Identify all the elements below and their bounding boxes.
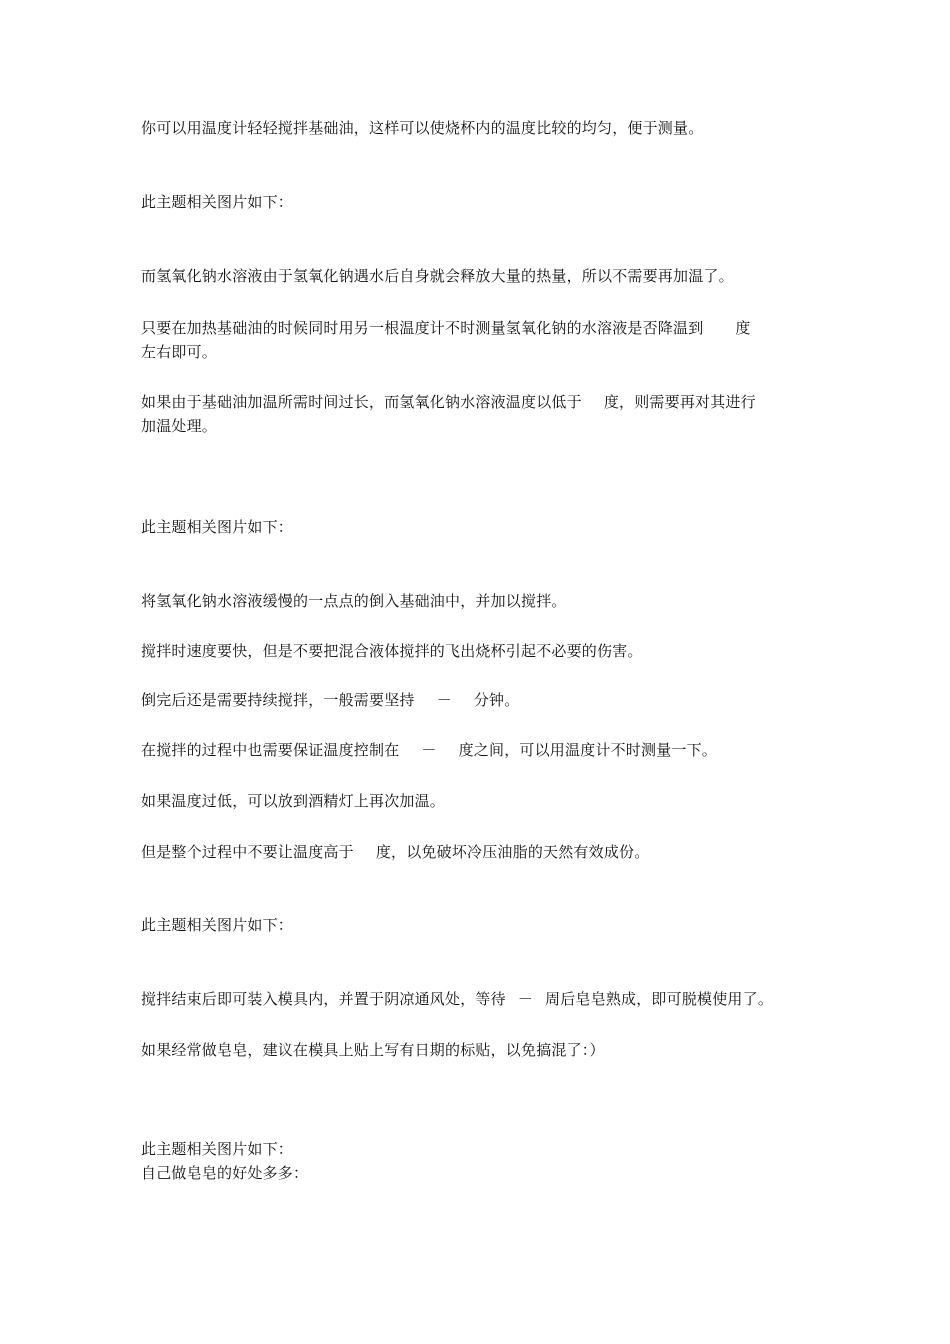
paragraph-reheat: 如果由于基础油加温所需时间过长，而氢氧化钠水溶液温度以低于 度，则需要再对其进行	[141, 393, 756, 411]
paragraph-alcohol-lamp: 如果温度过低，可以放到酒精灯上再次加温。	[141, 792, 446, 810]
image-caption: 此主题相关图片如下：	[141, 518, 294, 536]
paragraph-max-temp: 但是整个过程中不要让温度高于 度，以免破坏冷压油脂的天然有效成份。	[141, 843, 650, 861]
paragraph-lye-heat: 而氢氧化钠水溶液由于氢氧化钠遇水后自身就会释放大量的热量，所以不需要再加温了。	[141, 267, 734, 285]
paragraph-mold-cure: 搅拌结束后即可装入模具内，并置于阴凉通风处，等待 － 周后皂皂熟成，即可脱模使用了。	[141, 990, 774, 1008]
paragraph-stir-fast: 搅拌时速度要快，但是不要把混合液体搅拌的飞出烧杯引起不必要的伤害。	[141, 642, 643, 660]
paragraph-reheat-cont: 加温处理。	[141, 417, 218, 435]
paragraph-measure-temp-cont: 左右即可。	[141, 343, 218, 361]
paragraph-keep-stirring: 倒完后还是需要持续搅拌，一般需要坚持 － 分钟。	[141, 691, 520, 709]
image-caption: 此主题相关图片如下：	[141, 916, 294, 934]
paragraph-pour-lye: 将氢氧化钠水溶液缓慢的一点点的倒入基础油中，并加以搅拌。	[141, 592, 567, 610]
paragraph-temp-control: 在搅拌的过程中也需要保证温度控制在 － 度之间，可以用温度计不时测量一下。	[141, 741, 718, 759]
paragraph-benefits: 自己做皂皂的好处多多：	[141, 1164, 309, 1182]
paragraph-stir-oil: 你可以用温度计轻轻搅拌基础油，这样可以使烧杯内的温度比较的均匀，便于测量。	[141, 119, 704, 137]
paragraph-label-mold: 如果经常做皂皂，建议在模具上贴上写有日期的标贴，以免搞混了：）	[141, 1041, 605, 1059]
paragraph-measure-temp: 只要在加热基础油的时候同时用另一根温度计不时测量氢氧化钠的水溶液是否降温到 度	[141, 319, 751, 337]
image-caption: 此主题相关图片如下：	[141, 1140, 294, 1158]
image-caption: 此主题相关图片如下：	[141, 193, 294, 211]
